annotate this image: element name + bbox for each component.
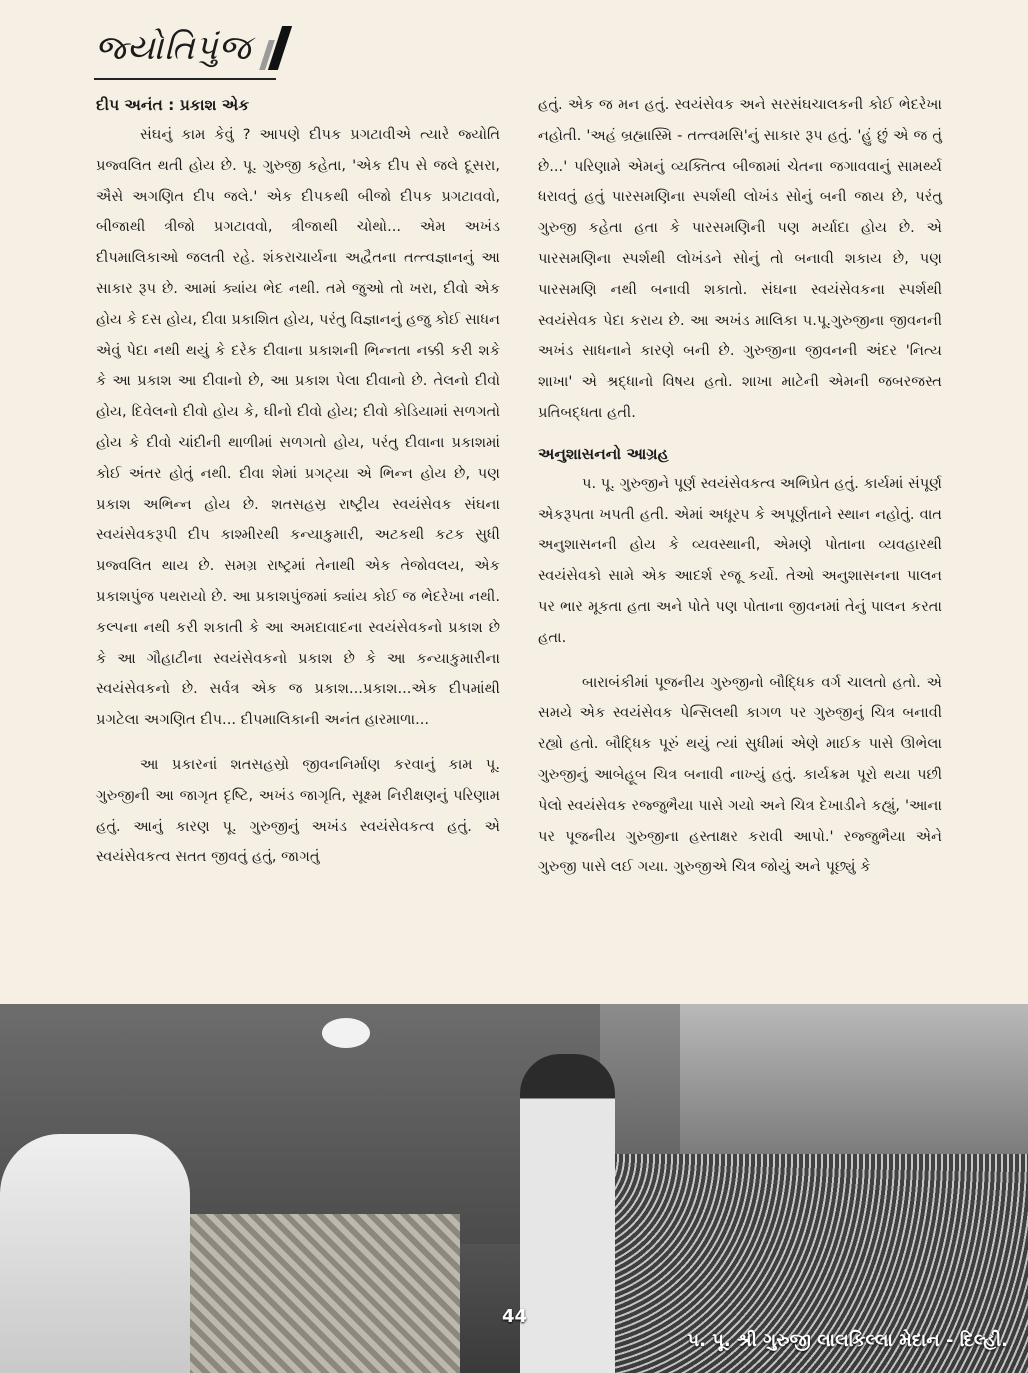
page-number: 44 [502, 1306, 528, 1327]
photo-speaker [520, 1054, 615, 1373]
photo-stage-table [160, 1214, 460, 1373]
header-title: જ્યોતિપુંજ [95, 28, 252, 68]
section-heading-anushasan: અનુશાસનનો આગ્રહ [538, 444, 669, 463]
photo-caption: પ. પૂ. શ્રી ગુરુજી લાલકિલ્લા મેદાન - દિલ્હી. [687, 1330, 1008, 1351]
header-bars-decoration [264, 26, 285, 70]
paragraph-4: બારાબંકીમાં પૂજનીય ગુરુજીનો બૌદ્ધિક વર્ગ ચાલતો હતો. એ સમયે એક સ્વયંસેવક પેન્સિલથી કાગળ પર ગુરુજીનું ચિત્ર બનાવી રહ્યો હતો. બૌદ્ધિક પૂરું થયું ત્યાં સુધીમાં એણે માઈક પાસે ઊભેલા ગુરુજીનું આબેહૂબ ચિત્ર બનાવી નાખ્યું હતું. કાર્યક્રમ પૂરો થયા પછી પેલો સ્વયંસેવક રજ્જુભૈયા પાસે ગયો અને ચિત્ર દેખાડીને કહ્યું, 'આના પર પૂજનીય ગુરુજીના હસ્તાક્ષર કરાવી આપો.' રજ્જુભૈયા એને ગુરુજી પાસે લઈ ગયા. ગુરુજીએ ચિત્ર જોયું અને પૂછ્યું કે [538, 673, 942, 876]
photo-seated-people [0, 1134, 190, 1373]
photo-fort [680, 1004, 1028, 1154]
section-heading-deep-anant: દીપ અનંત : પ્રકાશ એક [96, 96, 250, 114]
left-column [96, 90, 500, 873]
paragraph-1: સંઘનું કામ કેવું ? આપણે દીપક પ્રગટાવીએ ત્યારે જ્યોતિ પ્રજ્વલિત થતી હોય છે. પૂ. ગુરુજી કહેતા, 'એક દીપ સે જલે દૂસરા, ઐસે અગણિત દીપ જલે.' એક દીપકથી બીજો દીપક પ્રગટાવવો, બીજાથી ત્રીજો પ્રગટાવવો, ત્રીજાથી ચોથો... એમ અખંડ દીપમાલિકાઓ જલતી રહે. શંકરાચાર્યના અદ્વૈતના તત્ત્વજ્ઞાનનું આ સાકાર રૂપ છે. આમાં ક્યાંય ભેદ નથી. તમે જુઓ તો ખરા, દીવો એક હોય કે દસ હોય, દીવા પ્રકાશિત હોય, પરંતુ વિજ્ઞાનનું હજુ કોઈ સાધન એવું પેદા નથી થયું કે દરેક દીવાના પ્રકાશની ભિન્નતા નક્કી કરી શકે કે આ પ્રકાશ આ દીવાનો છે, આ પ્રકાશ પેલા દીવાનો છે. તેલનો દીવો હોય, દિવેલનો દીવો હોય કે, ઘીનો દીવો હોય; દીવો કોડિયામાં સળગતો હોય કે દીવો ચાંદીની થાળીમાં સળગતો હોય, પરંતુ દીવાના પ્રકાશમાં કોઈ અંતર હોતું નથી. દીવા શેમાં પ્રગટ્યા એ ભિન્ન હોય છે, પણ પ્રકાશ અભિન્ન હોય છે. શતસહસ્ર રાષ્ટ્રીય સ્વયંસેવક સંઘના સ્વયંસેવકરૂપી દીપ કાશ્મીરથી કન્યાકુમારી, અટકથી કટક સુધી પ્રજ્વલિત થાય છે. સમગ્ર રાષ્ટ્રમાં તેનાથી એક તેજોવલય, એક પ્રકાશપુંજ પથરાયો છે. આ પ્રકાશપુંજમાં ક્યાંય કોઈ જ ભેદરેખા નથી. કલ્પના નથી કરી શકાતી કે આ અમદાવાદના સ્વયંસેવકનો પ્રકાશ છે કે આ ગૌહાટીના સ્વયંસેવકનો પ્રકાશ છે કે આ કન્યાકુમારીના સ્વયંસેવકનો છે. સર્વત્ર એક જ પ્રકાશ...પ્રકાશ...એક દીપમાંથી પ્રગટેલા અગણિત દીપ... દીપમાલિકાની અનંત હારમાળા... [96, 126, 500, 729]
photo-lamp [322, 1018, 370, 1048]
paragraph-2: આ પ્રકારનાં શતસહસ્રો જીવનનિર્માણ કરવાનું કામ પૂ. ગુરુજીની આ જાગૃત દૃષ્ટિ, અખંડ જાગૃતિ, સૂક્ષ્મ નિરીક્ષણનું પરિણામ હતું. આનું કારણ પૂ. ગુરુજીનું અખંડ સ્વયંસેવકત્વ હતું. એ સ્વયંસેવકત્વ સતત જીવતું હતું, જાગતું [96, 755, 500, 866]
header-rule [94, 78, 276, 80]
paragraph-3: પ. પૂ. ગુરુજીને પૂર્ણ સ્વયંસેવકત્વ અભિપ્રેત હતું. કાર્યમાં સંપૂર્ણ એકરૂપતા ખપતી હતી. એમાં અધૂરપ કે અપૂર્ણતાને સ્થાન નહોતું. વાત અનુશાસનની હોય કે વ્યવસ્થાની, એમણે પોતાના વ્યવહારથી સ્વયંસેવકો સામે એક આદર્શ રજૂ કર્યો. તેઓ અનુશાસનના પાલન પર ભાર મૂકતા હતા અને પોતે પણ પોતાના જીવનમાં તેનું પાલન કરતા હતા. [538, 474, 942, 646]
page-header [95, 18, 285, 78]
right-column [538, 90, 942, 883]
paragraph-continued: હતું. એક જ મન હતું. સ્વયંસેવક અને સરસંઘચાલકની કોઈ ભેદરેખા નહોતી. 'અહં બ્રહ્માસ્મિ - તત્ત્વમસિ'નું સાકાર રૂપ હતું. 'હું છું એ જ તું છે...' પરિણામે એમનું વ્યક્તિત્વ બીજામાં ચેતના જગાવવાનું સામર્થ્ય ધરાવતું હતું પારસમણિના સ્પર્શથી લોખંડ સોનું બની જાય છે, પરંતુ ગુરુજી કહેતા હતા કે પારસમણિની પણ મર્યાદા હોય છે. એ પારસમણિના સ્પર્શથી લોખંડને સોનું તો બનાવી શકાય છે, પણ પારસમણિ નથી બનાવી શકાતો. સંઘના સ્વયંસેવકના સ્પર્શથી સ્વયંસેવક પેદા કરાય છે. આ અખંડ માલિકા પ.પૂ.ગુરુજીના જીવનની અખંડ સાધનાને કારણે બની છે. ગુરુજીના જીવનની અંદર 'નિત્ય શાખા' એ શ્રદ્ધાનો વિષય હતો. શાખા માટેની એમની જબરજસ્ત પ્રતિબદ્ધતા હતી. [538, 96, 942, 421]
